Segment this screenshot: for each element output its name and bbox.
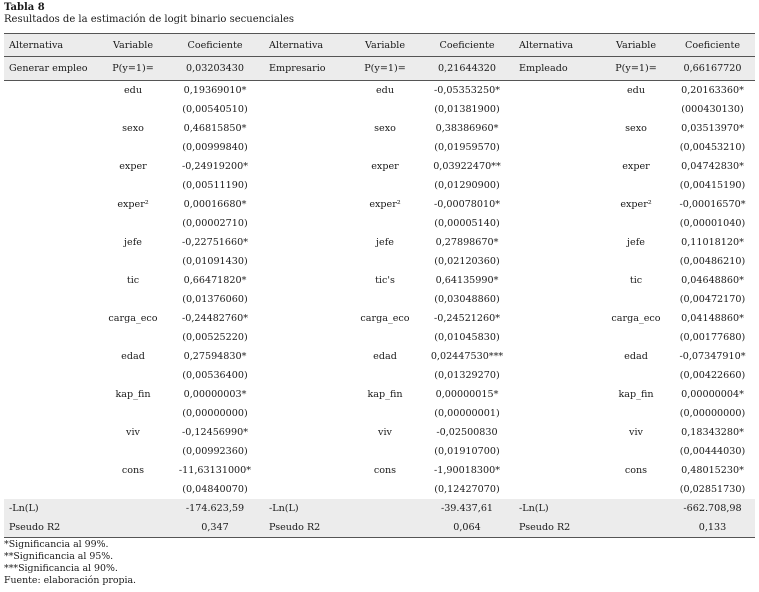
table-caption: [4, 2, 294, 26]
alternative-cell: [514, 442, 602, 461]
variable-name-cell: edu: [627, 85, 645, 96]
alternative-cell: [264, 404, 350, 423]
coefficient-cell: 0,27898670*: [435, 237, 499, 248]
coefficient-row: [4, 157, 755, 176]
variable-name-cell: [602, 138, 670, 157]
coefficient-cell: -0,24919200*: [181, 161, 249, 172]
alternative-cell: [264, 119, 350, 138]
standard-error-cell: (0,00472170): [679, 294, 746, 305]
alternative-cell: [264, 290, 350, 309]
coefficient-cell: 0,48015230*: [681, 465, 744, 476]
standard-error-cell: (0,00002710): [182, 218, 248, 229]
variable-name-cell: sexo: [625, 123, 647, 134]
standard-error-row: [4, 100, 755, 119]
alternative-cell: [514, 119, 602, 138]
variable-name-cell: jefe: [376, 237, 394, 248]
header-cell: Coeficiente: [670, 34, 755, 57]
standard-error-row: [4, 404, 755, 423]
coefficient-cell: -0,05353250*: [433, 85, 501, 96]
alternative-cell: [4, 309, 100, 328]
standard-error-cell: (0,01959570): [434, 142, 500, 153]
note-line: *Significancia al 99%.: [4, 539, 109, 550]
header-cell: Coeficiente: [166, 34, 264, 57]
alternative-cell: [514, 100, 602, 119]
alternative-cell: [514, 233, 602, 252]
alternative-cell: [264, 366, 350, 385]
variable-name-cell: kap_fin: [115, 389, 151, 400]
header-cell: Alternativa: [264, 34, 350, 57]
alternative-cell: [514, 157, 602, 176]
alternative-cell: [4, 328, 100, 347]
variable-name-cell: edad: [373, 351, 397, 362]
alternative-cell: [4, 423, 100, 442]
alternative-cell: [264, 347, 350, 366]
alternative-cell: [4, 480, 100, 499]
variable-name-cell: [100, 176, 166, 195]
alternative-cell: [264, 461, 350, 480]
coefficient-row: [4, 347, 755, 366]
standard-error-cell: (0,00992360): [182, 446, 248, 457]
alternative-cell: [4, 461, 100, 480]
variable-name-cell: carga_eco: [108, 313, 158, 324]
alternative-cell: [264, 442, 350, 461]
stat-label-cell: Pseudo R2: [264, 518, 350, 538]
pseudo-r2-row: [4, 518, 755, 538]
alternative-cell: [514, 81, 602, 101]
header-cell: Coeficiente: [420, 34, 514, 57]
variable-name-cell: jefe: [627, 237, 645, 248]
variable-name-cell: tic's: [375, 275, 395, 286]
coefficient-cell: 0,04148860*: [681, 313, 744, 324]
alternative-cell: [4, 271, 100, 290]
variable-name-cell: [350, 404, 420, 423]
variable-name-cell: [350, 138, 420, 157]
variable-name-cell: edad: [121, 351, 145, 362]
base-probability-row: [4, 57, 755, 81]
standard-error-cell: (000430130): [681, 104, 744, 115]
alternative-cell: [4, 100, 100, 119]
coefficient-cell: 0,38386960*: [435, 123, 499, 134]
standard-error-cell: (0,00511190): [182, 180, 248, 191]
standard-error-cell: (0,00000000): [679, 408, 746, 419]
variable-name-cell: carga_eco: [360, 313, 410, 324]
variable-name-cell: [602, 214, 670, 233]
variable-name-cell: edu: [376, 85, 394, 96]
alternative-cell: [264, 385, 350, 404]
variable-name-cell: [602, 252, 670, 271]
variable-name-cell: [602, 404, 670, 423]
alternative-cell: Empleado: [514, 57, 602, 81]
variable-name-cell: jefe: [124, 237, 142, 248]
alternative-cell: [4, 214, 100, 233]
variable-name-cell: sexo: [374, 123, 396, 134]
standard-error-cell: (0,04840070): [182, 484, 248, 495]
coefficient-cell: 0,03203430: [166, 57, 264, 81]
coefficient-row: [4, 233, 755, 252]
standard-error-cell: (0,01329270): [434, 370, 500, 381]
empty-cell: [602, 499, 670, 518]
variable-name-cell: carga_eco: [611, 313, 661, 324]
alternative-cell: [4, 195, 100, 214]
coefficient-cell: 0,18343280*: [681, 427, 744, 438]
alternative-cell: [264, 328, 350, 347]
coefficient-cell: 0,04742830*: [681, 161, 744, 172]
coefficient-cell: 0,00000003*: [183, 389, 247, 400]
alternative-cell: [264, 252, 350, 271]
variable-name-cell: sexo: [122, 123, 144, 134]
variable-name-cell: [100, 328, 166, 347]
alternative-cell: [4, 290, 100, 309]
variable-name-cell: [350, 100, 420, 119]
stat-label-cell: -Ln(L): [4, 499, 100, 518]
stat-value-cell: 0,133: [670, 518, 755, 538]
empty-cell: [602, 518, 670, 538]
coefficient-cell: -0,00016570*: [679, 199, 746, 210]
variable-name-cell: [350, 442, 420, 461]
table-notes: [4, 539, 136, 587]
coefficient-cell: 0,11018120*: [681, 237, 744, 248]
standard-error-cell: (0,00999840): [182, 142, 248, 153]
standard-error-cell: (0,00525220): [182, 332, 248, 343]
standard-error-cell: (0,00536400): [182, 370, 248, 381]
variable-name-cell: [100, 480, 166, 499]
alternative-cell: [264, 271, 350, 290]
coefficient-row: [4, 81, 755, 101]
variable-name-cell: kap_fin: [367, 389, 403, 400]
alternative-cell: [514, 290, 602, 309]
empty-cell: [100, 499, 166, 518]
alternative-cell: [514, 271, 602, 290]
coefficient-cell: -0,02500830: [436, 427, 498, 438]
coefficient-row: [4, 461, 755, 480]
alternative-cell: [4, 81, 100, 101]
coefficient-cell: -1,90018300*: [433, 465, 501, 476]
variable-name-cell: exper: [119, 161, 147, 172]
coefficient-cell: 0,03513970*: [681, 123, 744, 134]
alternative-cell: [514, 176, 602, 195]
stat-label-cell: Pseudo R2: [514, 518, 602, 538]
stat-value-cell: 0,347: [166, 518, 264, 538]
standard-error-row: [4, 480, 755, 499]
coefficient-cell: 0,00016680*: [183, 199, 247, 210]
variable-name-cell: [350, 366, 420, 385]
variable-name-cell: edad: [624, 351, 648, 362]
variable-name-cell: cons: [373, 465, 397, 476]
variable-name-cell: [100, 100, 166, 119]
variable-name-cell: [350, 176, 420, 195]
standard-error-cell: (0,02120360): [434, 256, 500, 267]
variable-name-cell: kap_fin: [618, 389, 654, 400]
standard-error-cell: (0,01045830): [434, 332, 500, 343]
alternative-cell: [4, 347, 100, 366]
standard-error-cell: (0,00444030): [679, 446, 746, 457]
note-line: **Significancia al 95%.: [4, 551, 114, 562]
variable-name-cell: [100, 290, 166, 309]
stat-value-cell: 0,064: [420, 518, 514, 538]
stat-value-cell: -39.437,61: [420, 499, 514, 518]
alternative-cell: [4, 404, 100, 423]
variable-name-cell: [100, 366, 166, 385]
variable-name-cell: [602, 480, 670, 499]
coefficient-cell: 0,03922470**: [433, 161, 501, 172]
standard-error-row: [4, 442, 755, 461]
alternative-cell: [514, 423, 602, 442]
header-cell: Alternativa: [514, 34, 602, 57]
note-line: Fuente: elaboración propia.: [4, 575, 137, 586]
coefficient-row: [4, 271, 755, 290]
coefficient-cell: 0,00000004*: [681, 389, 744, 400]
variable-name-cell: viv: [126, 427, 140, 438]
alternative-cell: [264, 138, 350, 157]
variable-name-cell: tic: [629, 275, 643, 286]
coefficient-row: [4, 423, 755, 442]
variable-name-cell: exper²: [117, 199, 149, 210]
variable-name-cell: [100, 214, 166, 233]
coefficient-cell: -11,63131000*: [178, 465, 252, 476]
variable-name-cell: tic: [126, 275, 140, 286]
standard-error-cell: (0,00000000): [182, 408, 248, 419]
coefficient-cell: 0,04648860*: [681, 275, 744, 286]
coefficient-cell: 0,00000015*: [435, 389, 499, 400]
table-title: Resultados de la estimación de logit binario secuenciales: [4, 14, 295, 25]
standard-error-cell: (0,00453210): [679, 142, 746, 153]
stat-value-cell: -662.708,98: [670, 499, 755, 518]
alternative-cell: [264, 100, 350, 119]
empty-cell: [350, 518, 420, 538]
variable-name-cell: [602, 442, 670, 461]
coefficient-cell: -0,07347910*: [679, 351, 746, 362]
header-cell: Variable: [602, 34, 670, 57]
alternative-cell: [4, 176, 100, 195]
standard-error-cell: (0,00000001): [434, 408, 500, 419]
alternative-cell: [514, 366, 602, 385]
alternative-cell: [4, 233, 100, 252]
variable-name-cell: exper²: [369, 199, 401, 210]
header-cell: Variable: [350, 34, 420, 57]
coefficient-cell: 0,66167720: [670, 57, 755, 81]
coefficient-cell: 0,20163360*: [681, 85, 744, 96]
standard-error-cell: (0,01290900): [434, 180, 500, 191]
alternative-cell: [4, 442, 100, 461]
standard-error-cell: (0,01381900): [434, 104, 500, 115]
standard-error-cell: (0,00415190): [679, 180, 746, 191]
alternative-cell: [514, 214, 602, 233]
alternative-cell: [4, 366, 100, 385]
standard-error-row: [4, 176, 755, 195]
standard-error-cell: (0,00540510): [182, 104, 248, 115]
alternative-cell: [264, 233, 350, 252]
alternative-cell: [4, 252, 100, 271]
coefficient-cell: -0,24521260*: [433, 313, 501, 324]
standard-error-row: [4, 328, 755, 347]
variable-name-cell: [100, 252, 166, 271]
standard-error-cell: (0,00486210): [679, 256, 746, 267]
standard-error-cell: (0,01376060): [182, 294, 248, 305]
alternative-cell: [514, 347, 602, 366]
alternative-cell: [4, 119, 100, 138]
alternative-cell: [4, 157, 100, 176]
header-cell: Alternativa: [4, 34, 100, 57]
standard-error-cell: (0,03048860): [434, 294, 500, 305]
coefficient-cell: 0,64135990*: [435, 275, 499, 286]
stat-label-cell: -Ln(L): [264, 499, 350, 518]
stat-label-cell: -Ln(L): [514, 499, 602, 518]
standard-error-row: [4, 366, 755, 385]
alternative-cell: [4, 385, 100, 404]
standard-error-cell: (0,00001040): [679, 218, 746, 229]
coefficient-cell: 0,21644320: [420, 57, 514, 81]
header-row: [4, 34, 755, 57]
coefficient-cell: 0,19369010*: [183, 85, 247, 96]
variable-name-cell: [602, 290, 670, 309]
variable-name-cell: [350, 252, 420, 271]
results-table: [4, 33, 755, 538]
alternative-cell: [264, 480, 350, 499]
stat-label-cell: Pseudo R2: [4, 518, 100, 538]
variable-name-cell: edu: [124, 85, 142, 96]
standard-error-row: [4, 252, 755, 271]
variable-name-cell: viv: [629, 427, 643, 438]
standard-error-cell: (0,12427070): [434, 484, 500, 495]
alternative-cell: [264, 309, 350, 328]
coefficient-cell: 0,02447530***: [430, 351, 504, 362]
standard-error-cell: (0,00177680): [679, 332, 746, 343]
alternative-cell: [264, 214, 350, 233]
alternative-cell: [514, 252, 602, 271]
standard-error-row: [4, 290, 755, 309]
variable-name-cell: [100, 138, 166, 157]
variable-name-cell: [602, 100, 670, 119]
variable-name-cell: cons: [624, 465, 648, 476]
standard-error-cell: (0,01910700): [434, 446, 500, 457]
variable-name-cell: exper: [622, 161, 650, 172]
alternative-cell: [264, 423, 350, 442]
variable-name-cell: [100, 404, 166, 423]
standard-error-cell: (0,01091430): [182, 256, 248, 267]
variable-cell: P(y=1)=: [350, 57, 420, 81]
variable-name-cell: exper²: [620, 199, 652, 210]
alternative-cell: [514, 404, 602, 423]
variable-name-cell: [350, 328, 420, 347]
variable-name-cell: [100, 442, 166, 461]
variable-cell: P(y=1)=: [602, 57, 670, 81]
coefficient-cell: -0,22751660*: [181, 237, 249, 248]
alternative-cell: [514, 385, 602, 404]
coefficient-row: [4, 385, 755, 404]
alternative-cell: [514, 480, 602, 499]
standard-error-cell: (0,00422660): [679, 370, 746, 381]
loglik-row: [4, 499, 755, 518]
standard-error-row: [4, 138, 755, 157]
coefficient-cell: -0,00078010*: [433, 199, 501, 210]
alternative-cell: [264, 157, 350, 176]
coefficient-cell: 0,46815850*: [183, 123, 247, 134]
variable-name-cell: [350, 290, 420, 309]
alternative-cell: [514, 195, 602, 214]
coefficient-cell: -0,12456990*: [181, 427, 249, 438]
variable-name-cell: cons: [121, 465, 145, 476]
coefficient-row: [4, 309, 755, 328]
alternative-cell: [514, 328, 602, 347]
variable-name-cell: exper: [371, 161, 399, 172]
alternative-cell: Generar empleo: [4, 57, 100, 81]
standard-error-row: [4, 214, 755, 233]
coefficient-cell: -0,24482760*: [181, 313, 249, 324]
alternative-cell: [264, 176, 350, 195]
alternative-cell: Empresario: [264, 57, 350, 81]
alternative-cell: [264, 81, 350, 101]
alternative-cell: [4, 138, 100, 157]
empty-cell: [100, 518, 166, 538]
alternative-cell: [264, 195, 350, 214]
note-line: ***Significancia al 90%.: [4, 563, 118, 574]
variable-name-cell: [350, 214, 420, 233]
coefficient-cell: 0,66471820*: [183, 275, 247, 286]
empty-cell: [350, 499, 420, 518]
header-cell: Variable: [100, 34, 166, 57]
variable-cell: P(y=1)=: [100, 57, 166, 81]
coefficient-cell: 0,27594830*: [183, 351, 247, 362]
coefficient-row: [4, 195, 755, 214]
coefficient-row: [4, 119, 755, 138]
variable-name-cell: [350, 480, 420, 499]
alternative-cell: [514, 309, 602, 328]
variable-name-cell: [602, 366, 670, 385]
standard-error-cell: (0,02851730): [679, 484, 746, 495]
table-label: Tabla 8: [4, 2, 45, 13]
alternative-cell: [514, 461, 602, 480]
variable-name-cell: [602, 176, 670, 195]
variable-name-cell: [602, 328, 670, 347]
standard-error-cell: (0,00005140): [434, 218, 500, 229]
variable-name-cell: viv: [378, 427, 392, 438]
alternative-cell: [514, 138, 602, 157]
stat-value-cell: -174.623,59: [166, 499, 264, 518]
